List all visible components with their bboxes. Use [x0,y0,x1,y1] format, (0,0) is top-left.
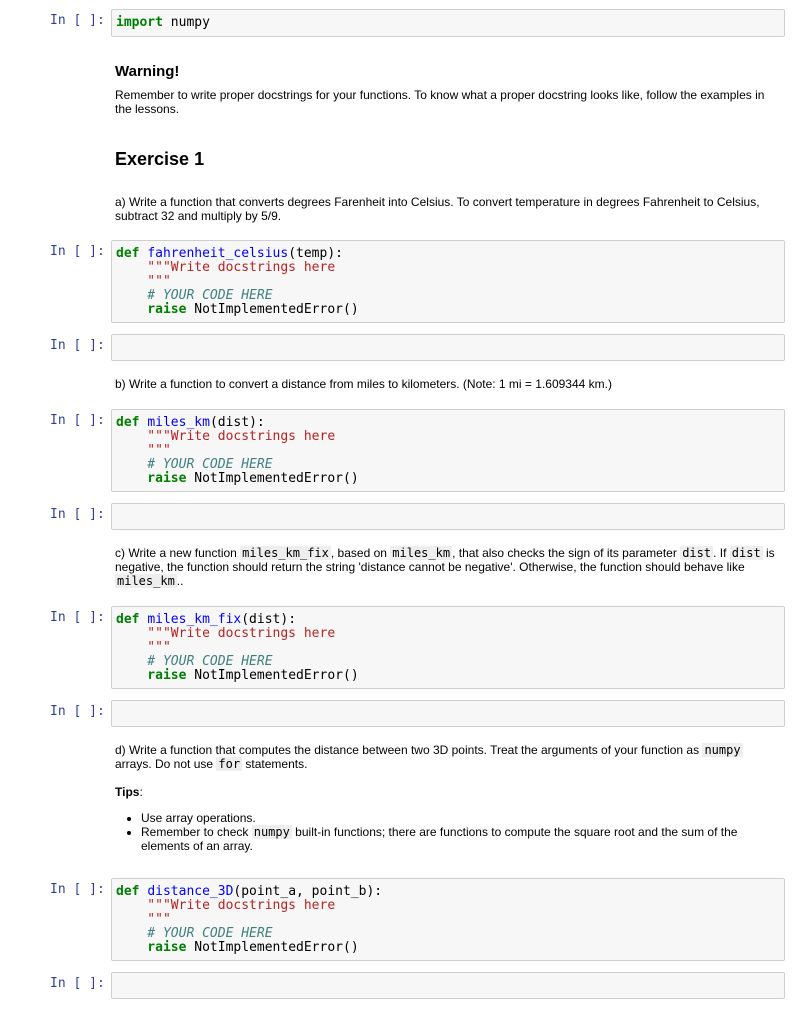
cell-prompt: In [ ]: [50,610,105,625]
docstring-open: """Write docstrings here [116,898,336,913]
c-text-part: .. [176,574,184,588]
function-args: (dist): [241,612,297,627]
exercise-c-paragraph [115,546,775,588]
warning-block [115,65,775,116]
cell-prompt: In [ ]: [50,507,105,522]
error-call: NotImplementedError() [186,668,359,683]
cell-prompt: In [ ]: [50,882,105,897]
d-text-part: d) Write a function that computes the distance between two 3D points. Treat the arguments of your function as [115,743,703,757]
exercise-b-paragraph: b) Write a function to convert a distance from miles to kilometers. (Note: 1 mi = 1.609344 km.) [115,377,612,391]
code-comment: # YOUR CODE HERE [116,926,273,941]
docstring-close: """ [116,443,171,458]
code-input-distance-3d[interactable] [111,878,785,961]
inline-code: dist [731,546,761,560]
inline-code: dist [682,546,712,560]
exercise-d-text [115,743,775,853]
exercise-a-text [115,195,775,223]
exercise-a-paragraph: a) Write a function that converts degrees Farenheit into Celsius. To convert temperature in degrees Fahrenheit to Celsius, subtract 32 and multiply by 5/9. [115,195,760,223]
exercise-b-text [115,377,775,391]
code-input-empty-4[interactable] [111,972,785,999]
c-text-part: , based on [330,546,391,560]
function-name: miles_km [147,415,210,430]
inline-code: numpy [704,743,741,757]
c-text-part: . If [713,546,730,560]
keyword-raise: raise [116,302,187,317]
inline-code: numpy [253,825,290,839]
code-input-empty-2[interactable] [111,503,785,530]
code-input-import[interactable] [111,9,785,37]
keyword-raise: raise [116,668,187,683]
keyword-def: def [116,884,148,899]
docstring-open: """Write docstrings here [116,429,336,444]
inline-code: miles_km [392,546,451,560]
exercise-c-text [115,546,775,588]
inline-code: for [218,757,241,771]
docstring-open: """Write docstrings here [116,626,336,641]
docstring-close: """ [116,912,171,927]
tips-list [115,811,775,853]
d-text-part: statements. [242,757,308,771]
docstring-close: """ [116,274,171,289]
warning-text: Remember to write proper docstrings for your functions. To know what a proper docstring looks like, follow the examples in the lessons. [115,88,765,116]
function-name: miles_km_fix [147,612,242,627]
cell-prompt: In [ ]: [50,413,105,428]
keyword-raise: raise [116,940,187,955]
cell-prompt: In [ ]: [50,13,105,28]
error-call: NotImplementedError() [186,940,359,955]
d-text-part: arrays. Do not use [115,757,217,771]
tips-heading [115,785,775,799]
code-cell-import [0,9,797,37]
tips-item-2 [141,825,775,853]
function-args: (dist): [209,415,265,430]
c-text-part: , that also checks the sign of its parameter [452,546,681,560]
keyword-def: def [116,612,148,627]
c-text-part: is negative, the function should return the string 'distance cannot be negative'. Otherwise, the function should behave like [115,546,775,574]
c-text-part: c) Write a new function [115,546,241,560]
function-name: fahrenheit_celsius [147,246,289,261]
code-input-fahrenheit[interactable] [111,240,785,323]
docstring-close: """ [116,640,171,655]
docstring-open: """Write docstrings here [116,260,336,275]
module-name: numpy [162,15,210,30]
code-input-miles-km-fix[interactable] [111,606,785,689]
warning-title: Warning! [115,63,180,80]
tips-item-1: • Use array operations. [141,811,775,825]
exercise-d-paragraph [115,743,775,771]
code-input-empty-3[interactable] [111,700,785,727]
tip-text-part: built-in functions; there are functions to compute the square root and the sum of the elements of an array. [141,825,738,853]
function-args: (point_a, point_b): [233,884,383,899]
cell-prompt: In [ ]: [50,704,105,719]
error-call: NotImplementedError() [186,471,359,486]
code-comment: # YOUR CODE HERE [116,288,273,303]
cell-prompt: In [ ]: [50,244,105,259]
code-input-empty-1[interactable] [111,334,785,361]
exercise-heading [115,149,775,169]
code-input-miles-km[interactable] [111,409,785,492]
function-args: (temp): [288,246,343,261]
keyword-def: def [116,246,148,261]
tips-title: Tips [115,785,140,799]
keyword-import: import [116,15,163,30]
exercise-title: Exercise 1 [115,149,205,169]
cell-prompt: In [ ]: [50,338,105,353]
inline-code: miles_km [117,574,175,588]
keyword-def: def [116,415,148,430]
tips-colon: : [139,785,143,799]
error-call: NotImplementedError() [186,302,359,317]
code-comment: # YOUR CODE HERE [116,457,273,472]
cell-prompt: In [ ]: [50,976,105,991]
code-comment: # YOUR CODE HERE [116,654,273,669]
function-name: distance_3D [147,884,234,899]
keyword-raise: raise [116,471,187,486]
inline-code: miles_km_fix [242,546,329,560]
tip-text-part: Remember to check [141,825,252,839]
